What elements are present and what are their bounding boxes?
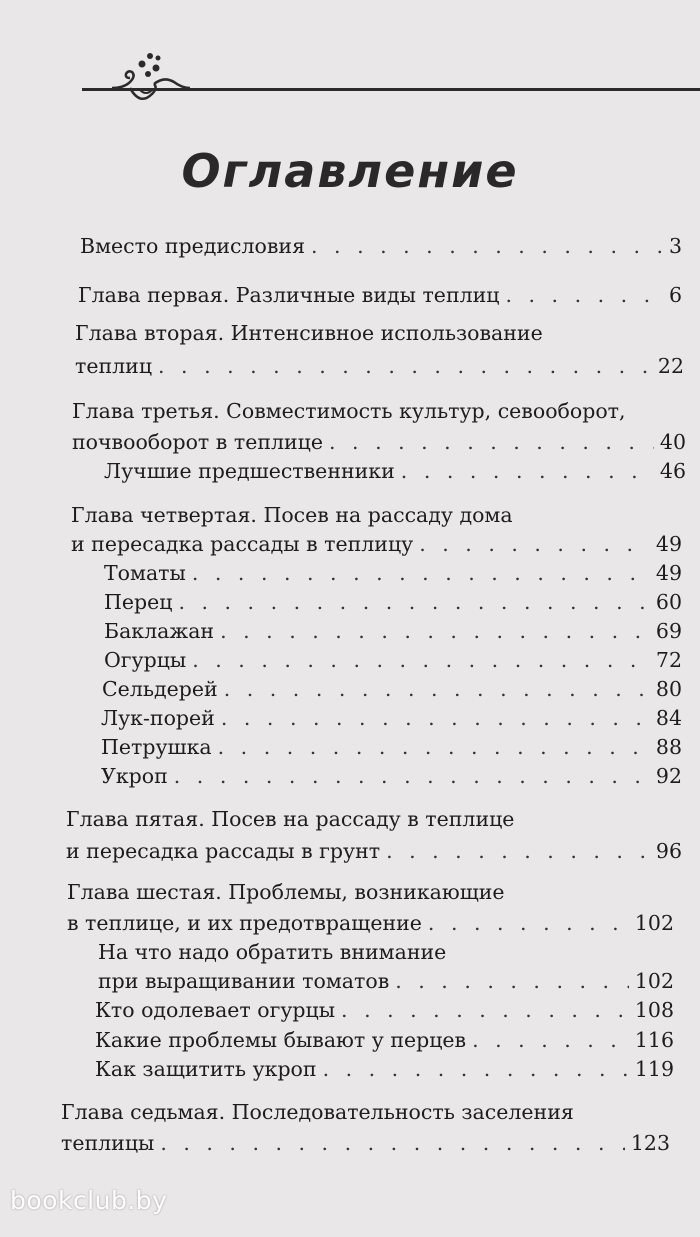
toc-entry-page: 6 xyxy=(668,283,682,307)
toc-entry-title: Лук-порей xyxy=(101,706,215,730)
toc-entry-page: 102 xyxy=(634,969,674,993)
toc-entry[interactable] xyxy=(102,674,682,704)
toc-entry[interactable] xyxy=(104,587,682,617)
toc-entry-title: Лучшие предшественники xyxy=(104,459,395,483)
toc-entry-page: 123 xyxy=(630,1131,670,1155)
leader-dots xyxy=(192,645,650,675)
toc-entry[interactable] xyxy=(95,995,674,1025)
toc-entry[interactable] xyxy=(104,616,682,646)
toc-entry-title: почвооборот в теплице xyxy=(72,430,323,454)
leader-dots xyxy=(329,427,654,457)
toc-entry[interactable] xyxy=(104,558,682,588)
toc-entry-page: 46 xyxy=(659,459,686,483)
toc-entry-title: Глава первая. Различные виды теплиц xyxy=(78,283,500,307)
toc-entry-page: 60 xyxy=(655,590,682,614)
toc-entry-title: Какие проблемы бывают у перцев xyxy=(95,1028,467,1052)
toc-entry-title: Огурцы xyxy=(104,648,187,672)
toc-entry[interactable] xyxy=(95,1025,674,1055)
toc-entry-title: Баклажан xyxy=(104,619,215,643)
toc-entry-title: в теплице, и их предотвращение xyxy=(67,911,422,935)
toc-entry-title: при выращивании томатов xyxy=(98,969,390,993)
leader-dots xyxy=(192,558,650,588)
toc-entry-title: Томаты xyxy=(104,561,186,585)
toc-entry[interactable] xyxy=(95,1054,674,1084)
leader-dots xyxy=(221,703,650,733)
leader-dots xyxy=(224,674,650,704)
toc-entry-page: 80 xyxy=(655,677,682,701)
toc-entry[interactable] xyxy=(71,529,682,559)
leader-dots xyxy=(419,529,650,559)
toc-entry-title: Вместо предисловия xyxy=(80,234,306,258)
leader-dots xyxy=(505,280,662,310)
toc-entry-page: 49 xyxy=(655,561,682,585)
toc-entry-title: и пересадка рассады в грунт xyxy=(66,839,381,863)
toc-entry[interactable] xyxy=(104,456,686,486)
toc-entry[interactable] xyxy=(80,231,682,261)
toc-entry[interactable] xyxy=(78,280,682,310)
toc-entry-title: и пересадка рассады в теплицу xyxy=(71,532,414,556)
toc-entry[interactable] xyxy=(72,427,686,457)
leader-dots xyxy=(428,908,629,938)
toc-entry-page: 102 xyxy=(634,911,674,935)
toc-entry-page: 3 xyxy=(668,234,682,258)
toc-entry-first-line: Глава четвертая. Посев на рассаду дома xyxy=(71,503,513,527)
leader-dots xyxy=(174,761,650,791)
leader-dots xyxy=(395,966,629,996)
toc-entry-first-line: Глава седьмая. Последовательность заселения xyxy=(61,1100,574,1124)
toc-entry-page: 92 xyxy=(655,764,682,788)
toc-entry-title: Петрушка xyxy=(101,735,212,759)
toc-entry-first-line: Глава третья. Совместимость культур, севооборот, xyxy=(72,399,626,423)
leader-dots xyxy=(386,836,650,866)
toc-entry-page: 69 xyxy=(655,619,682,643)
toc-entry-title: Перец xyxy=(104,590,173,614)
toc-entry[interactable] xyxy=(101,703,682,733)
leader-dots xyxy=(158,351,652,381)
leader-dots xyxy=(218,732,650,762)
toc-entry-page: 116 xyxy=(634,1028,674,1052)
toc-entry-title: Кто одолевает огурцы xyxy=(95,998,336,1022)
toc-entry-title: Сельдерей xyxy=(102,677,218,701)
toc-entry[interactable] xyxy=(101,761,682,791)
toc-entry[interactable] xyxy=(75,351,684,381)
toc-entry[interactable] xyxy=(104,645,682,675)
toc-entry-page: 49 xyxy=(655,532,682,556)
toc-entry[interactable] xyxy=(66,836,682,866)
leader-dots xyxy=(220,616,650,646)
toc-entry-title: теплицы xyxy=(61,1131,155,1155)
toc-entry-page: 84 xyxy=(655,706,682,730)
leader-dots xyxy=(311,231,663,261)
toc-entry-title: Как защитить укроп xyxy=(95,1057,317,1081)
toc-entry-page: 40 xyxy=(659,430,686,454)
toc-entry-page: 22 xyxy=(657,354,684,378)
toc-entry-page: 108 xyxy=(634,998,674,1022)
toc-entry-first-line: Глава пятая. Посев на рассаду в теплице xyxy=(66,807,515,831)
leader-dots xyxy=(341,995,629,1025)
toc-entry[interactable] xyxy=(67,908,674,938)
toc-entry-first-line: Глава шестая. Проблемы, возникающие xyxy=(67,880,505,904)
toc-entry-page: 88 xyxy=(655,735,682,759)
site-watermark: bookclub.by xyxy=(10,1186,168,1215)
leader-dots xyxy=(160,1128,625,1158)
toc-entry[interactable] xyxy=(101,732,682,762)
leader-dots xyxy=(401,456,654,486)
toc-entry-first-line: Глава вторая. Интенсивное использование xyxy=(75,321,543,345)
toc-entry[interactable] xyxy=(61,1128,670,1158)
toc-entry-title: теплиц xyxy=(75,354,153,378)
page-title: Оглавление xyxy=(181,144,519,198)
toc-entry-page: 96 xyxy=(655,839,682,863)
leader-dots xyxy=(472,1025,629,1055)
toc-entry-title: Укроп xyxy=(101,764,168,788)
toc-entry-page: 72 xyxy=(655,648,682,672)
toc-entry[interactable] xyxy=(98,966,674,996)
toc-entry-page: 119 xyxy=(634,1057,674,1081)
leader-dots xyxy=(323,1054,629,1084)
toc-entry-first-line: На что надо обратить внимание xyxy=(98,940,447,964)
leader-dots xyxy=(178,587,649,617)
